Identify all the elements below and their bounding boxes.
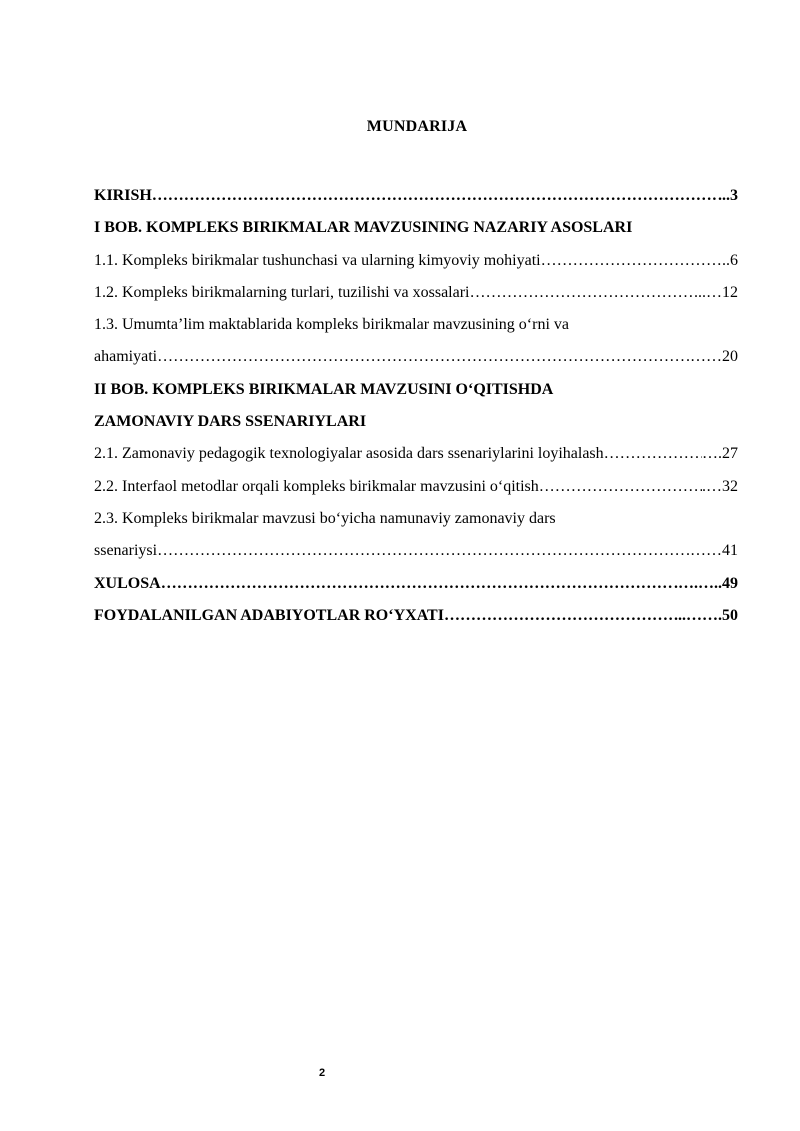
toc-entry-page: .……41 — [686, 542, 738, 560]
table-of-contents — [94, 180, 738, 632]
dot-leader — [152, 180, 718, 212]
toc-entry-text: ssenariysi — [94, 542, 158, 560]
dot-leader — [604, 438, 702, 470]
toc-entry-page: .…32 — [702, 477, 738, 495]
toc-title: MUNDARIJA — [366, 118, 468, 135]
toc-entry-text: FOYDALANILGAN ADABIYOTLAR RO‘YXATI — [94, 606, 444, 624]
toc-entry-2-3 — [94, 503, 738, 535]
toc-entry-2-2 — [94, 471, 738, 503]
toc-entry-text: 1.2. Kompleks birikmalarning turlari, tuzilishi va xossalari — [94, 283, 470, 301]
toc-entry-page: .……20 — [686, 348, 738, 366]
toc-entry-page: ...…….50 — [674, 606, 738, 624]
toc-entry-text: ahamiyati — [94, 348, 158, 366]
toc-entry-chapter-1 — [94, 212, 738, 244]
toc-entry-1-3 — [94, 309, 738, 341]
dot-leader — [157, 341, 686, 373]
toc-entry-text: 2.1. Zamonaviy pedagogik texnologiyalar asosida dars ssenariylarini loyihalash — [94, 445, 604, 463]
toc-entry-kirish — [94, 180, 738, 212]
toc-entry-text: 2.2. Interfaol metodlar orqali kompleks birikmalar mavzusini o‘qitish — [94, 477, 539, 495]
toc-entry-page: ...…12 — [694, 283, 738, 301]
dot-leader — [157, 535, 686, 567]
toc-entry-1-3-continued — [94, 341, 738, 373]
toc-entry-1-2 — [94, 277, 738, 309]
toc-entry-chapter-2-continued — [94, 406, 738, 438]
toc-entry-text: 2.3. Kompleks birikmalar mavzusi bo‘yicha namunaviy zamonaviy dars — [94, 509, 556, 527]
toc-entry-text: 1.1. Kompleks birikmalar tushunchasi va ularning kimyoviy mohiyati — [94, 251, 541, 269]
toc-entry-page: ….27 — [702, 445, 738, 463]
dot-leader — [469, 277, 694, 309]
dot-leader — [539, 471, 702, 503]
toc-entry-text: II BOB. KOMPLEKS BIRIKMALAR MAVZUSINI O‘QITISHDA — [94, 380, 554, 398]
toc-entry-xulosa — [94, 568, 738, 600]
toc-entry-page: ..6 — [722, 251, 738, 269]
page-number: 2 — [318, 1067, 326, 1079]
dot-leader — [161, 568, 674, 600]
toc-entry-1-1 — [94, 245, 738, 277]
toc-entry-2-3-continued — [94, 535, 738, 567]
toc-entry-text: ZAMONAVIY DARS SSENARIYLARI — [94, 413, 367, 431]
dot-leader — [541, 245, 722, 277]
toc-entry-text: KIRISH — [94, 187, 152, 204]
dot-leader — [444, 600, 674, 632]
toc-entry-chapter-2 — [94, 374, 738, 406]
toc-entry-text: XULOSA — [94, 574, 161, 592]
toc-entry-page: ...3 — [718, 187, 738, 204]
toc-entry-text: 1.3. Umumta’lim maktablarida kompleks birikmalar mavzusining o‘rni va — [94, 316, 569, 334]
toc-entry-page: .….…..49 — [674, 574, 738, 592]
toc-entry-2-1 — [94, 438, 738, 470]
toc-entry-references — [94, 600, 738, 632]
toc-entry-text: I BOB. KOMPLEKS BIRIKMALAR MAVZUSINING NAZARIY ASOSLARI — [94, 219, 633, 237]
